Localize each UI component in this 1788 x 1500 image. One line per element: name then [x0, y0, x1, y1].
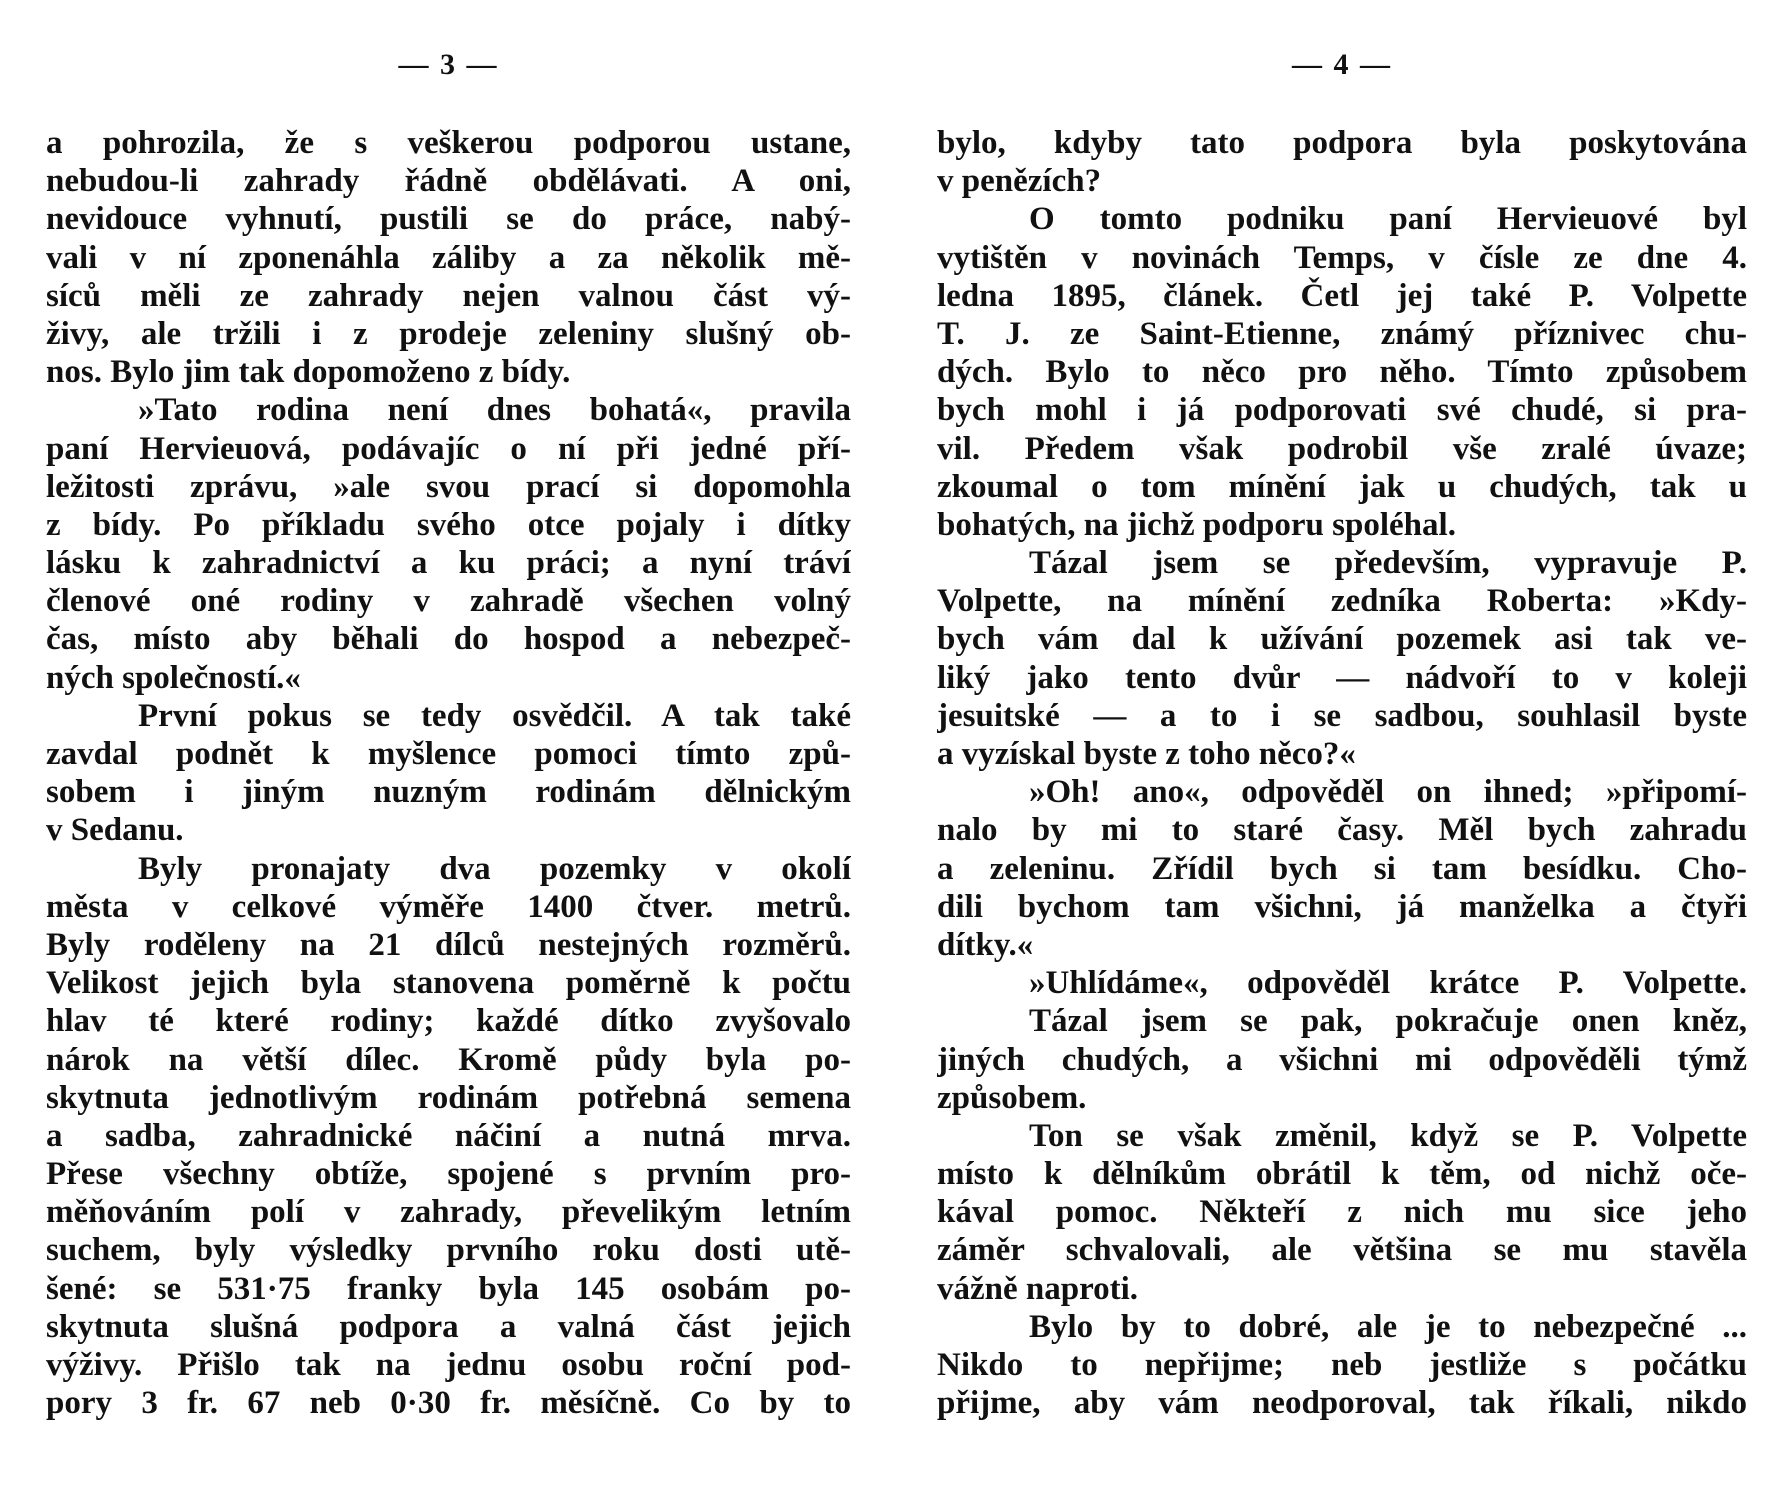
text-line: v Sedanu.	[46, 812, 184, 849]
text-line: sobem i jiným nuzným rodinám dělnickým	[46, 774, 851, 811]
text-line: nevidouce vyhnutí, pustili se do práce, nabý-	[46, 201, 851, 238]
text-line: pory 3 fr. 67 neb 0·30 fr. měsíčně. Co by to	[46, 1385, 851, 1422]
text-line: jiných chudých, a všichni mi odpověděli týmž	[937, 1041, 1747, 1078]
text-line: jesuitské — a to i se sadbou, souhlasil byste	[937, 697, 1747, 734]
text-line: Velikost jejich byla stanovena poměrně k počtu	[46, 965, 851, 1002]
text-line: a zeleninu. Zřídil bych si tam besídku. Cho-	[937, 850, 1747, 887]
text-line: nárok na větší dílec. Kromě půdy byla po-	[46, 1041, 851, 1078]
text-line: a vyzískal byste z toho něco?«	[937, 736, 1356, 772]
text-line: Byly roděleny na 21 dílců nestejných rozměrů.	[46, 926, 851, 963]
text-line: bych mohl i já podporovati své chudé, si pra-	[937, 392, 1747, 429]
text-line: hlav té které rodiny; každé dítko zvyšovalo	[46, 1003, 851, 1040]
text-line: »Oh! ano«, odpověděl on ihned; »připomí-	[1029, 774, 1747, 811]
text-line: Bylo by to dobré, ale je to nebezpečné ...	[1029, 1308, 1747, 1345]
text-line: skytnuta jednotlivým rodinám potřebná semena	[46, 1079, 851, 1116]
text-line: První pokus se tedy osvědčil. A tak také	[138, 697, 851, 734]
text-line: měňováním polí v zahrady, převelikým letním	[46, 1194, 851, 1231]
right-page-text	[937, 124, 1747, 1422]
text-line: dili bychom tam všichni, já manželka a čtyři	[937, 888, 1747, 925]
text-line: záměr schvalovali, ale většina se mu stavěla	[937, 1232, 1747, 1269]
text-line: lásku k zahradnictví a ku práci; a nyní tráví	[46, 545, 851, 582]
text-line: zkoumal o tom mínění jak u chudých, tak u	[937, 468, 1747, 505]
text-line: suchem, byly výsledky prvního roku dosti utě-	[46, 1232, 851, 1269]
text-line: vil. Předem však podrobil vše zralé úvaze;	[937, 430, 1747, 467]
text-line: liký jako tento dvůr — nádvoří to v koleji	[937, 659, 1747, 696]
text-line: Volpette, na mínění zedníka Roberta: »Kdy-	[937, 583, 1747, 620]
text-line: vážně naproti.	[937, 1270, 1139, 1307]
text-line: živy, ale tržili i z prodeje zeleniny slušný ob-	[46, 315, 851, 352]
text-line: Tázal jsem se především, vypravuje P.	[1029, 545, 1747, 582]
text-line: síců měli ze zahrady nejen valnou část vý-	[46, 277, 851, 314]
text-line: v penězích?	[937, 163, 1102, 200]
text-line: O tomto podniku paní Hervieuové byl	[1029, 201, 1747, 238]
text-line: Nikdo to nepřijme; neb jestliže s počátku	[937, 1347, 1747, 1383]
text-line: T. J. ze Saint-Etienne, známý příznivec chu-	[937, 315, 1747, 352]
text-line: přijme, aby vám neodporoval, tak říkali, nikdo	[937, 1385, 1747, 1422]
left-page	[46, 0, 851, 1500]
text-line: ledna 1895, článek. Četl jej také P. Volpette	[937, 277, 1747, 314]
right-page	[937, 0, 1747, 1500]
text-line: dých. Bylo to něco pro něho. Tímto způsobem	[937, 354, 1747, 391]
text-line: nebudou-li zahrady řádně obdělávati. A oni,	[46, 163, 851, 200]
text-line: města v celkové výměře 1400 čtver. metrů.	[46, 888, 851, 925]
text-line: »Tato rodina není dnes bohatá«, pravila	[138, 392, 851, 429]
text-line: vytištěn v novinách Temps, v čísle ze dne 4.	[937, 239, 1747, 276]
text-line: dítky.«	[937, 926, 1034, 963]
text-line: z bídy. Po příkladu svého otce pojaly i dítky	[46, 506, 851, 543]
text-line: šené: se 531·75 franky byla 145 osobám po-	[46, 1270, 851, 1307]
text-line: Ton se však změnil, když se P. Volpette	[1029, 1117, 1747, 1154]
text-line: bohatých, na jichž podporu spoléhal.	[937, 506, 1456, 543]
text-line: nos. Bylo jim tak dopomoženo z bídy.	[46, 354, 571, 391]
left-page-text	[46, 124, 851, 1422]
text-line: členové oné rodiny v zahradě všechen volný	[46, 583, 851, 620]
text-line: bylo, kdyby tato podpora byla poskytována	[937, 125, 1747, 161]
text-line: výživy. Přišlo tak na jednu osobu roční pod-	[46, 1347, 851, 1383]
page-number-right: — 4 —	[1292, 48, 1392, 81]
text-line: Přese všechny obtíže, spojené s prvním pro-	[46, 1156, 851, 1193]
text-line: Byly pronajaty dva pozemky v okolí	[138, 850, 851, 887]
text-line: »Uhlídáme«, odpověděl krátce P. Volpette.	[1029, 965, 1747, 1002]
text-line: nalo by mi to staré časy. Měl bych zahradu	[937, 812, 1747, 849]
text-line: ných společností.«	[46, 659, 301, 696]
text-line: kával pomoc. Někteří z nich mu sice jeho	[937, 1194, 1747, 1231]
text-line: a sadba, zahradnické náčiní a nutná mrva.	[46, 1117, 851, 1154]
text-line: ležitosti zprávu, »ale svou prací si dopomohla	[46, 468, 851, 505]
text-line: a pohrozila, že s veškerou podporou ustane,	[46, 125, 851, 161]
text-line: vali v ní zponenáhla záliby a za několik mě-	[46, 239, 851, 276]
text-line: Tázal jsem se pak, pokračuje onen kněz,	[1029, 1003, 1747, 1040]
text-line: místo k dělníkům obrátil k těm, od nichž oče-	[937, 1156, 1747, 1193]
text-line: čas, místo aby běhali do hospod a nebezpeč-	[46, 621, 851, 658]
text-line: způsobem.	[937, 1079, 1087, 1116]
text-line: paní Hervieuová, podávajíc o ní při jedné pří-	[46, 430, 851, 467]
text-line: bych vám dal k užívání pozemek asi tak ve-	[937, 621, 1747, 658]
text-line: zavdal podnět k myšlence pomoci tímto způ-	[46, 736, 851, 772]
page-number-left: — 3 —	[398, 48, 499, 81]
text-line: skytnuta slušná podpora a valná část jejich	[46, 1308, 851, 1345]
